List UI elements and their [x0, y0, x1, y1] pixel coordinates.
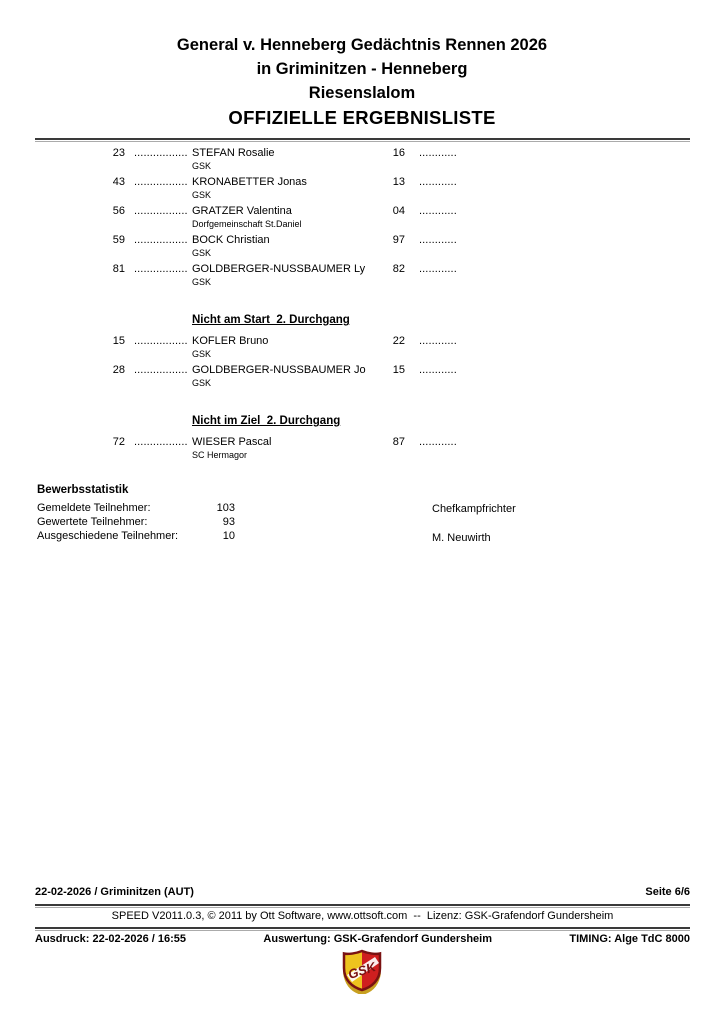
club-name: GSK	[192, 277, 212, 287]
result-row	[0, 204, 724, 230]
club-name: GSK	[192, 190, 212, 200]
competitor-name: GOLDBERGER-NUSSBAUMER Jo	[192, 364, 366, 376]
code-number: 22	[392, 335, 405, 347]
bib-number: 59	[112, 234, 125, 246]
dot-leader-right: ............	[419, 436, 457, 448]
result-row	[0, 334, 724, 360]
bib-number: 56	[112, 205, 125, 217]
section-rows	[0, 435, 724, 461]
print-timestamp: Ausdruck: 22-02-2026 / 16:55	[35, 933, 187, 945]
bib-number: 15	[112, 335, 125, 347]
result-row	[0, 146, 724, 172]
competitor-cell	[192, 262, 385, 288]
footer-page-number: Seite 6/6	[645, 886, 690, 898]
dot-leader-right: ............	[419, 335, 457, 347]
dot-leader-right: ............	[419, 234, 457, 246]
result-row	[0, 363, 724, 389]
result-row	[0, 233, 724, 259]
footer-bottom-row	[35, 933, 690, 945]
competitor-cell	[192, 334, 385, 360]
stat-value: 10	[222, 530, 235, 542]
code-number: 15	[392, 364, 405, 376]
stat-label: Gewertete Teilnehmer:	[37, 516, 148, 528]
competitor-name: KOFLER Bruno	[192, 335, 269, 347]
bib-number: 43	[112, 176, 125, 188]
bib-number: 72	[112, 436, 125, 448]
result-row	[0, 435, 724, 461]
competitor-cell	[192, 146, 385, 172]
footer-divider-1	[35, 904, 690, 908]
dot-leader-left: .................	[134, 176, 188, 188]
club-name: Dorfgemeinschaft St.Daniel	[192, 219, 302, 229]
results-section	[0, 146, 724, 288]
timing-info: TIMING: Alge TdC 8000	[569, 933, 690, 945]
results-section	[0, 413, 724, 461]
software-credit: SPEED V2011.0.3, © 2011 by Ott Software, www.ottsoft.com -- Lizenz: GSK-Grafendorf Gundersheim	[111, 910, 614, 922]
dot-leader-right: ............	[419, 205, 457, 217]
competitor-cell	[192, 175, 385, 201]
competitor-name: STEFAN Rosalie	[192, 147, 275, 159]
results-list	[0, 146, 724, 464]
stat-value: 93	[222, 516, 235, 528]
code-number: 16	[392, 147, 405, 159]
stat-value: 103	[216, 502, 235, 514]
competitor-cell	[192, 435, 385, 461]
dot-leader-left: .................	[134, 436, 188, 448]
result-row	[0, 175, 724, 201]
dot-leader-left: .................	[134, 234, 188, 246]
official-name: M. Neuwirth	[432, 532, 491, 544]
dot-leader-left: .................	[134, 335, 188, 347]
code-number: 13	[392, 176, 405, 188]
dot-leader-left: .................	[134, 364, 188, 376]
code-number: 04	[392, 205, 405, 217]
dot-leader-right: ............	[419, 263, 457, 275]
club-crest-logo	[338, 948, 386, 994]
statistics-rows	[37, 501, 235, 543]
result-row	[0, 262, 724, 288]
dot-leader-left: .................	[134, 147, 188, 159]
dot-leader-right: ............	[419, 364, 457, 376]
competitor-name: BOCK Christian	[192, 234, 270, 246]
competitor-name: KRONABETTER Jonas	[192, 176, 307, 188]
code-number: 97	[392, 234, 405, 246]
header-divider	[35, 138, 690, 142]
section-rows	[0, 334, 724, 389]
competitor-name: GOLDBERGER-NUSSBAUMER Ly	[192, 263, 366, 275]
results-section	[0, 312, 724, 389]
section-heading: Nicht im Ziel 2. Durchgang	[192, 415, 341, 427]
dot-leader-right: ............	[419, 147, 457, 159]
bib-number: 81	[112, 263, 125, 275]
competitor-cell	[192, 363, 385, 389]
footer-divider-2	[35, 927, 690, 931]
event-title: General v. Henneberg Gedächtnis Rennen 2026	[176, 36, 548, 54]
evaluation-info: Auswertung: GSK-Grafendorf Gundersheim	[263, 933, 492, 945]
statistics-heading: Bewerbsstatistik	[37, 484, 129, 496]
event-location: in Griminitzen - Henneberg	[256, 60, 468, 78]
statistics-block	[37, 483, 235, 543]
competitor-cell	[192, 204, 385, 230]
dot-leader-left: .................	[134, 263, 188, 275]
club-name: GSK	[192, 349, 212, 359]
club-name: SC Hermagor	[192, 450, 248, 460]
crest-letters: GSK	[346, 959, 378, 983]
competitor-name: WIESER Pascal	[192, 436, 272, 448]
club-name: GSK	[192, 161, 212, 171]
bib-number: 28	[112, 364, 125, 376]
competitor-name: GRATZER Valentina	[192, 205, 292, 217]
stat-row	[37, 501, 235, 515]
document-header	[0, 33, 724, 131]
footer-date-location: 22-02-2026 / Griminitzen (AUT)	[35, 886, 194, 898]
bib-number: 23	[112, 147, 125, 159]
competitor-cell	[192, 233, 385, 259]
dot-leader-left: .................	[134, 205, 188, 217]
code-number: 87	[392, 436, 405, 448]
section-rows	[0, 146, 724, 288]
footer-top-row	[35, 886, 690, 898]
event-discipline: Riesenslalom	[308, 84, 416, 102]
stat-row	[37, 515, 235, 529]
stat-label: Gemeldete Teilnehmer:	[37, 502, 151, 514]
club-name: GSK	[192, 248, 212, 258]
code-number: 82	[392, 263, 405, 275]
section-heading: Nicht am Start 2. Durchgang	[192, 314, 350, 326]
stat-row	[37, 529, 235, 543]
club-name: GSK	[192, 378, 212, 388]
stat-label: Ausgeschiedene Teilnehmer:	[37, 530, 179, 542]
official-role: Chefkampfrichter	[432, 503, 516, 515]
list-type-title: OFFIZIELLE ERGEBNISLISTE	[228, 107, 496, 128]
officials-block	[432, 502, 516, 545]
dot-leader-right: ............	[419, 176, 457, 188]
